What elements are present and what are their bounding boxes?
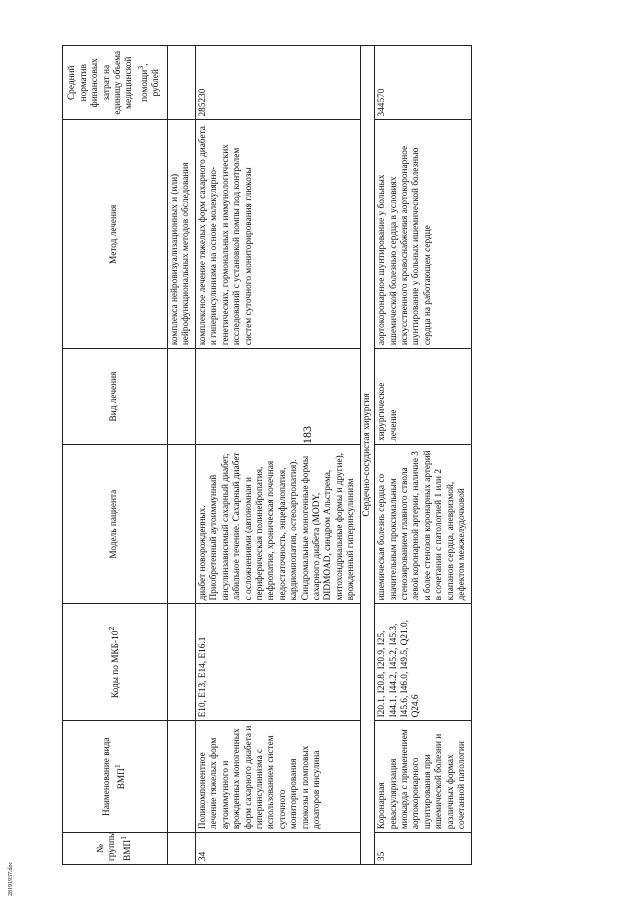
row35-model: ишемическая болезнь сердца со значительным проксимальным стенозированием главного ствола левой коронарной артерии, наличие 3 и более стенозов коронарных артерий в сочетании с патологией 1 или 2 клапанов сердца, аневризмой, дефектом межжелудочковой — [375, 444, 471, 604]
row34-model: диабет новорожденных. Приобретенный аутоиммунный инсулинзависимый сахарный диабет, лабильное течение. Сахарный диабет с осложнениями (автономная и периферическая полинейропатия, нефропатия, хроническая почечная недостаточность, энцефалопатия, кардиомиопатия, остеоартропатия). Синдромальные моногенные формы сахарного диабета (MODY, DIDMOAD, синдром Альстрема, митохондриальные формы и другие), врожденный гиперинсулинизм — [195, 444, 360, 604]
row35-method: аортокоронарное шунтирование у больных ишемической болезнью сердца в условиях искусственного кровоснабжения аортокоронарное шунтирование у больных ишемической болезнью сердца на работающем сердце — [375, 120, 471, 349]
row35-no: 35 — [375, 833, 471, 865]
row35-cost: 344570 — [375, 46, 471, 121]
row34-cost: 285230 — [195, 46, 360, 121]
header-name: Наименование вида ВМП$^1$ — [63, 721, 168, 833]
table-header-row — [63, 46, 168, 865]
header-cost: Средний норматив финансовых затрат на единицу объема медицинской помощи$^3$, рублей — [63, 46, 168, 121]
section-row — [360, 46, 374, 865]
section-title: Сердечно-сосудистая хирургия — [360, 46, 374, 865]
row35-name: Коронарная реваскуляризация миокарда с применением аортокоронарного шунтирования при ишемической болезни и различных формах сочетанной патологии — [375, 721, 471, 833]
rotated-table-wrapper — [62, 45, 582, 865]
header-method: Метод лечения — [63, 120, 168, 349]
header-codes: Коды по МКБ-$10^2$ — [63, 604, 168, 721]
row34-method: комплексное лечение тяжелых форм сахарного диабета и гиперинсулинизма на основе молекулярно-генетических, гормональных и иммунологических исследований с установкой помпы под контролем систем суточного мониторирования глюкозы — [195, 120, 360, 349]
cont-method: комплекса нейровизуализационных и (или) нейрофункциональных методов обследования — [168, 120, 196, 349]
row35-type: хирургическое лечение — [375, 349, 471, 445]
row34-type — [195, 349, 360, 445]
page-number: 183 — [300, 426, 314, 444]
header-no: № группы ВМП$^1$ — [63, 833, 168, 865]
header-type: Вид лечения — [63, 349, 168, 445]
table-row-34 — [195, 46, 360, 865]
table-row-35 — [375, 46, 471, 865]
row34-name: Поликомпонентное лечение тяжелых форм аутоиммунного и врожденных моногенных форм сахарного диабета и гиперинсулинизма с использованием систем суточного мониторирования глюкозы и помповых дозаторов инсулина — [195, 721, 360, 833]
row35-codes: I20.1, I20.8, I20.9, I25, I44.1, I44.2, I45.2, I45.3, I45.6, I46.0, I49.5, Q21.0, Q24.6 — [375, 604, 471, 721]
vmp-table — [62, 45, 472, 865]
row34-codes: E10, E13, E14, E16.1 — [195, 604, 360, 721]
header-model: Модель пациента — [63, 444, 168, 604]
table-row-continuation — [168, 46, 196, 865]
footer-code: 28191937.doc — [8, 861, 14, 896]
row34-no: 34 — [195, 833, 360, 865]
